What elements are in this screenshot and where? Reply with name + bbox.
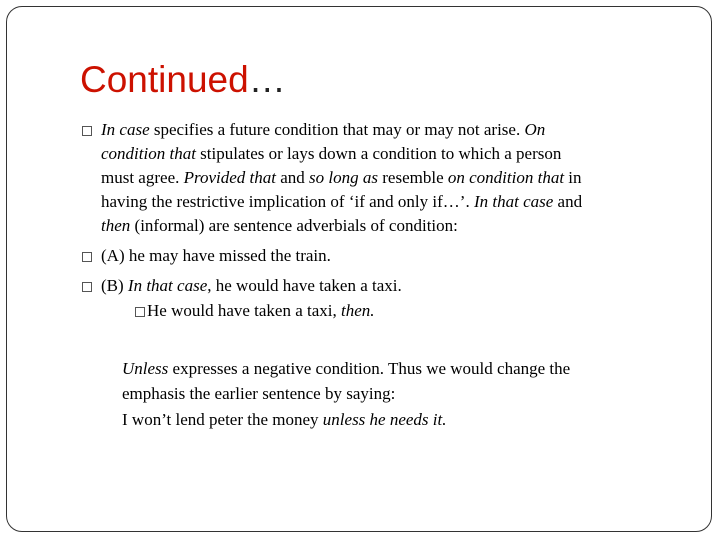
sub-bullet-text: He would have taken a taxi, then. xyxy=(147,301,375,320)
bullet1-line5: then (informal) are sentence adverbials of condition: xyxy=(101,216,458,235)
slide-title: Continued… xyxy=(80,59,286,100)
bullet3-text: (B) In that case, he would have taken a taxi. xyxy=(101,276,402,295)
bullet-square-icon xyxy=(82,126,92,136)
para-line3: I won’t lend peter the money unless he needs it. xyxy=(122,410,447,429)
sub-bullet-square-icon xyxy=(135,307,145,317)
para-line1: Unless expresses a negative condition. Thus we would change the xyxy=(122,359,571,378)
bullet1-line2: condition that stipulates or lays down a condition to which a person xyxy=(101,144,562,163)
para-line2: emphasis the earlier sentence by saying: xyxy=(122,384,396,403)
bullet1-line1: In case specifies a future condition that may or may not arise. On xyxy=(101,120,546,139)
bullet-square-icon xyxy=(82,252,92,262)
bullet1-line3: must agree. Provided that and so long as resemble on condition that in xyxy=(101,168,582,187)
bullet-square-icon xyxy=(82,282,92,292)
bullet2-text: (A) he may have missed the train. xyxy=(101,246,331,265)
bullet1-line4: having the restrictive implication of ‘if and only if…’. In that case and xyxy=(101,192,583,211)
title-ellipsis: … xyxy=(248,59,286,100)
